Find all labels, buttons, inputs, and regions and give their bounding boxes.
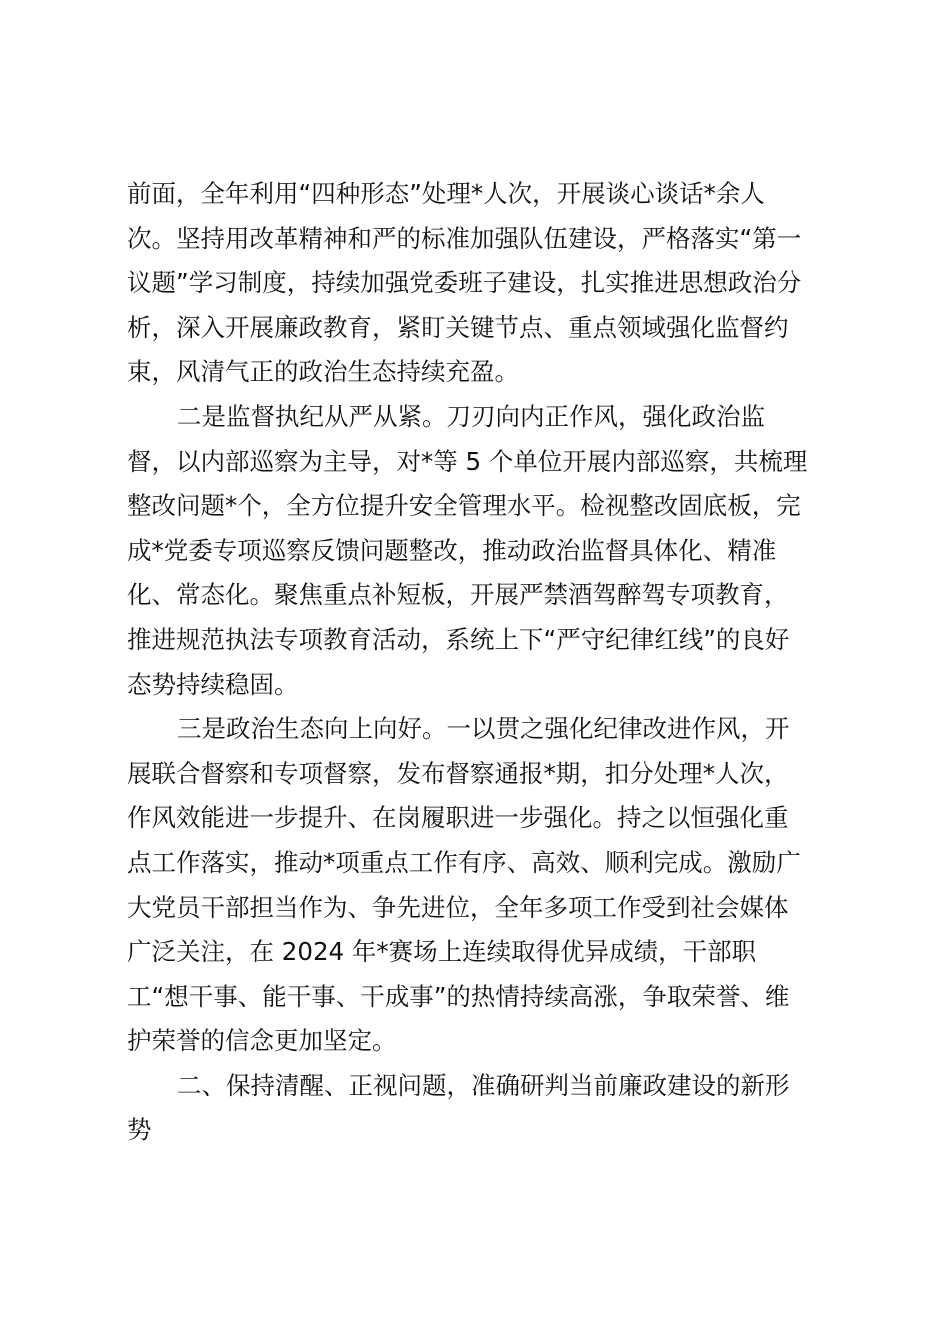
paragraph-3	[127, 707, 839, 1064]
text-line: 展联合督察和专项督察，发布督察通报*期，扣分处理*人次，	[127, 758, 789, 788]
text-line: 成*党委专项巡察反馈问题整改，推动政治监督具体化、精准	[127, 535, 777, 565]
section-heading	[127, 1064, 839, 1153]
text-line: 督，以内部巡察为主导，对*等 5 个单位开展内部巡察，共梳理	[127, 446, 808, 476]
paragraph-1	[127, 172, 839, 395]
text-line: 广泛关注，在 2024 年*赛场上连续取得优异成绩，干部职	[127, 937, 757, 967]
heading-line: 势	[127, 1115, 152, 1145]
text-line: 三是政治生态向上向好。一以贯之强化纪律改进作风，开	[177, 714, 790, 744]
text-line: 点工作落实，推动*项重点工作有序、高效、顺利完成。激励广	[127, 847, 801, 877]
paragraph-2	[127, 395, 839, 707]
text-line: 次。坚持用改革精神和严的标准加强队伍建设，严格落实“第一	[127, 223, 802, 253]
text-line: 析，深入开展廉政教育，紧盯关键节点、重点领域强化监督约	[127, 312, 789, 342]
heading-line: 二、保持清醒、正视问题，准确研判当前廉政建设的新形	[177, 1070, 790, 1100]
text-line: 二是监督执纪从严从紧。刀刃向内正作风，强化政治监	[177, 401, 765, 431]
text-line: 作风效能进一步提升、在岗履职进一步强化。持之以恒强化重	[127, 803, 789, 833]
text-line: 大党员干部担当作为、争先进位，全年多项工作受到社会媒体	[127, 892, 789, 922]
text-line: 工“想干事、能干事、干成事”的热情持续高涨，争取荣誉、维	[127, 981, 790, 1011]
text-line: 前面，全年利用“四种形态”处理*人次，开展谈心谈话*余人	[127, 179, 765, 208]
document-body	[127, 172, 839, 1153]
text-line: 议题”学习制度，持续加强党委班子建设，扎实推进思想政治分	[127, 268, 802, 298]
text-line: 束，风清气正的政治生态持续充盈。	[127, 357, 519, 387]
text-line: 整改问题*个，全方位提升安全管理水平。检视整改固底板，完	[127, 491, 801, 521]
text-line: 护荣誉的信念更加坚定。	[127, 1026, 397, 1056]
text-line: 化、常态化。聚焦重点补短板，开展严禁酒驾醉驾专项教育，	[127, 580, 789, 610]
text-line: 态势持续稳固。	[127, 669, 299, 699]
text-line: 推进规范执法专项教育活动，系统上下“严守纪律红线”的良好	[127, 624, 790, 654]
